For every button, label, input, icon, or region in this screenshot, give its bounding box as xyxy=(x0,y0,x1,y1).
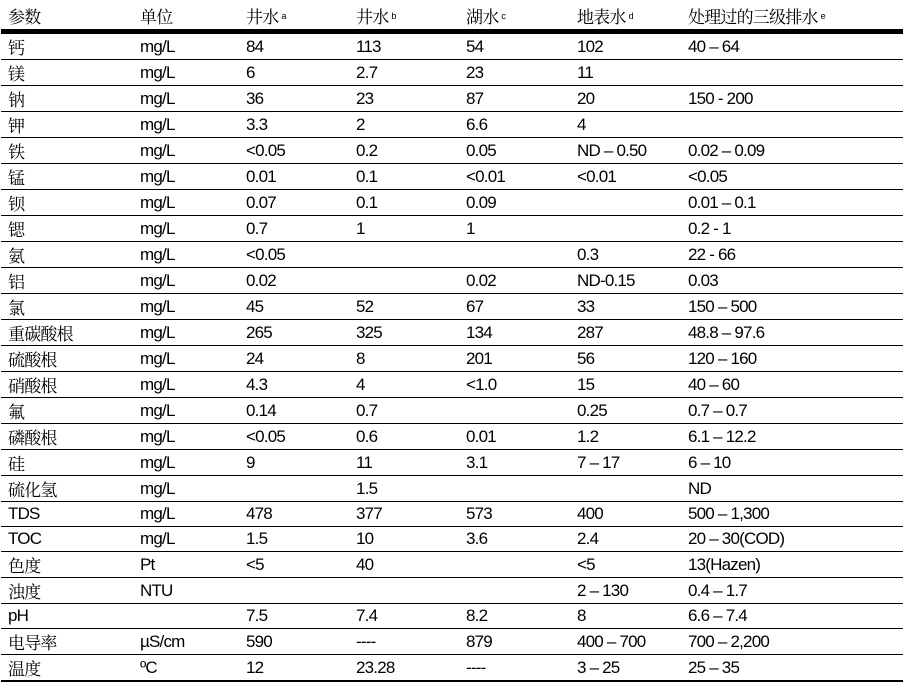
table-row xyxy=(1,138,903,164)
surface-water-cell: 0.25 xyxy=(570,398,681,424)
header-treated-tertiary-effluent: 处理过的三级排水 $^e$ xyxy=(681,1,903,32)
unit-cell: NTU xyxy=(133,578,239,604)
treated-effluent-cell: 48.8 – 97.6 xyxy=(681,320,903,346)
lake-water-cell: 0.09 xyxy=(459,190,570,216)
well-water-b-cell: 0.2 xyxy=(349,138,459,164)
table-row xyxy=(1,268,903,294)
well-water-b-cell: 0.1 xyxy=(349,164,459,190)
header-surface-water: 地表水 $^d$ xyxy=(570,1,681,32)
lake-water-cell xyxy=(459,578,570,604)
treated-effluent-cell: 22 - 66 xyxy=(681,242,903,268)
table-row xyxy=(1,320,903,346)
header-well-water-b: 井水 $^b$ xyxy=(349,1,459,32)
table-row xyxy=(1,60,903,86)
table-row xyxy=(1,190,903,216)
surface-water-cell xyxy=(570,190,681,216)
well-water-b-cell: 1 xyxy=(349,216,459,242)
lake-water-cell: 8.2 xyxy=(459,604,570,629)
well-water-b-cell: 8 xyxy=(349,346,459,372)
lake-water-cell: 3.1 xyxy=(459,450,570,476)
unit-cell: mg/L xyxy=(133,476,239,502)
unit-cell: mg/L xyxy=(133,372,239,398)
unit-cell: mg/L xyxy=(133,32,239,60)
table-row xyxy=(1,655,903,682)
parameter-cell: 钾 xyxy=(1,112,133,138)
treated-effluent-cell: 0.2 - 1 xyxy=(681,216,903,242)
treated-effluent-cell: 700 – 2,200 xyxy=(681,629,903,655)
table-row xyxy=(1,372,903,398)
treated-effluent-cell: 25 – 35 xyxy=(681,655,903,682)
well-water-a-cell: 24 xyxy=(239,346,349,372)
treated-effluent-cell: <0.05 xyxy=(681,164,903,190)
treated-effluent-cell: 500 – 1,300 xyxy=(681,502,903,527)
well-water-a-cell: <0.05 xyxy=(239,242,349,268)
table-row xyxy=(1,578,903,604)
treated-effluent-cell: 0.03 xyxy=(681,268,903,294)
well-water-a-cell: 12 xyxy=(239,655,349,682)
treated-effluent-cell: ND xyxy=(681,476,903,502)
surface-water-cell: 4 xyxy=(570,112,681,138)
well-water-b-cell: 10 xyxy=(349,527,459,552)
well-water-b-cell: 23 xyxy=(349,86,459,112)
well-water-a-cell: 590 xyxy=(239,629,349,655)
well-water-a-cell: 0.07 xyxy=(239,190,349,216)
lake-water-cell: 87 xyxy=(459,86,570,112)
unit-cell: mg/L xyxy=(133,86,239,112)
well-water-a-cell: 84 xyxy=(239,32,349,60)
table-body xyxy=(1,32,903,682)
treated-effluent-cell: 0.7 – 0.7 xyxy=(681,398,903,424)
parameter-cell: 浊度 xyxy=(1,578,133,604)
lake-water-cell: 3.6 xyxy=(459,527,570,552)
surface-water-cell: 102 xyxy=(570,32,681,60)
lake-water-cell: 0.01 xyxy=(459,424,570,450)
well-water-b-cell: 0.7 xyxy=(349,398,459,424)
parameter-cell: 钠 xyxy=(1,86,133,112)
table-row xyxy=(1,527,903,552)
parameter-cell: 锰 xyxy=(1,164,133,190)
header-well-water-a: 井水 $^a$ xyxy=(239,1,349,32)
lake-water-cell xyxy=(459,552,570,578)
table-row xyxy=(1,629,903,655)
well-water-a-cell: 7.5 xyxy=(239,604,349,629)
well-water-b-cell: 113 xyxy=(349,32,459,60)
well-water-a-cell: 9 xyxy=(239,450,349,476)
parameter-cell: 钡 xyxy=(1,190,133,216)
parameter-cell: 色度 xyxy=(1,552,133,578)
table-row xyxy=(1,294,903,320)
well-water-a-cell: 45 xyxy=(239,294,349,320)
unit-cell: mg/L xyxy=(133,294,239,320)
surface-water-cell: 400 – 700 xyxy=(570,629,681,655)
parameter-cell: 铝 xyxy=(1,268,133,294)
parameter-cell: pH xyxy=(1,604,133,629)
treated-effluent-cell: 150 - 200 xyxy=(681,86,903,112)
well-water-a-cell: 36 xyxy=(239,86,349,112)
header-row xyxy=(1,1,903,32)
parameter-cell: 氨 xyxy=(1,242,133,268)
surface-water-cell: ND-0.15 xyxy=(570,268,681,294)
well-water-b-cell: 0.6 xyxy=(349,424,459,450)
parameter-cell: 钙 xyxy=(1,32,133,60)
surface-water-cell: 20 xyxy=(570,86,681,112)
surface-water-cell: 15 xyxy=(570,372,681,398)
treated-effluent-cell: 13(Hazen) xyxy=(681,552,903,578)
parameter-cell: 磷酸根 xyxy=(1,424,133,450)
surface-water-cell xyxy=(570,216,681,242)
well-water-b-cell: 1.5 xyxy=(349,476,459,502)
table-row xyxy=(1,450,903,476)
well-water-a-cell: 478 xyxy=(239,502,349,527)
unit-cell: mg/L xyxy=(133,60,239,86)
lake-water-cell: ---- xyxy=(459,655,570,682)
well-water-b-cell xyxy=(349,268,459,294)
footnote-mark: e xyxy=(820,10,826,21)
lake-water-cell: 23 xyxy=(459,60,570,86)
table-row xyxy=(1,424,903,450)
well-water-a-cell: 4.3 xyxy=(239,372,349,398)
treated-effluent-cell: 0.4 – 1.7 xyxy=(681,578,903,604)
well-water-b-cell: 11 xyxy=(349,450,459,476)
lake-water-cell: <0.01 xyxy=(459,164,570,190)
well-water-a-cell xyxy=(239,578,349,604)
surface-water-cell: 400 xyxy=(570,502,681,527)
well-water-a-cell: 0.02 xyxy=(239,268,349,294)
treated-effluent-cell: 120 – 160 xyxy=(681,346,903,372)
table-row xyxy=(1,476,903,502)
surface-water-cell: 11 xyxy=(570,60,681,86)
well-water-b-cell: 4 xyxy=(349,372,459,398)
unit-cell: µS/cm xyxy=(133,629,239,655)
well-water-a-cell: <0.05 xyxy=(239,424,349,450)
treated-effluent-cell xyxy=(681,60,903,86)
well-water-b-cell: 7.4 xyxy=(349,604,459,629)
treated-effluent-cell: 20 – 30(COD) xyxy=(681,527,903,552)
lake-water-cell: 879 xyxy=(459,629,570,655)
lake-water-cell xyxy=(459,476,570,502)
surface-water-cell: <0.01 xyxy=(570,164,681,190)
table-row xyxy=(1,86,903,112)
table-row xyxy=(1,216,903,242)
header-unit: 单位 xyxy=(133,1,239,32)
treated-effluent-cell: 0.01 – 0.1 xyxy=(681,190,903,216)
unit-cell: mg/L xyxy=(133,527,239,552)
surface-water-cell: 7 – 17 xyxy=(570,450,681,476)
well-water-b-cell: 0.1 xyxy=(349,190,459,216)
parameter-cell: 电导率 xyxy=(1,629,133,655)
water-quality-table xyxy=(1,1,903,682)
lake-water-cell: 54 xyxy=(459,32,570,60)
well-water-b-cell: 377 xyxy=(349,502,459,527)
header-parameter: 参数 xyxy=(1,1,133,32)
unit-cell: mg/L xyxy=(133,450,239,476)
footnote-mark: c xyxy=(501,10,506,21)
surface-water-cell: 8 xyxy=(570,604,681,629)
footnote-mark: d xyxy=(628,10,634,21)
table-row xyxy=(1,398,903,424)
well-water-b-cell: 2 xyxy=(349,112,459,138)
parameter-cell: 氟 xyxy=(1,398,133,424)
surface-water-cell: 0.3 xyxy=(570,242,681,268)
surface-water-cell xyxy=(570,476,681,502)
well-water-b-cell: 23.28 xyxy=(349,655,459,682)
treated-effluent-cell xyxy=(681,112,903,138)
table-row xyxy=(1,346,903,372)
well-water-b-cell xyxy=(349,578,459,604)
unit-cell: mg/L xyxy=(133,216,239,242)
lake-water-cell: 573 xyxy=(459,502,570,527)
parameter-cell: 硅 xyxy=(1,450,133,476)
well-water-a-cell: 0.7 xyxy=(239,216,349,242)
unit-cell: mg/L xyxy=(133,164,239,190)
well-water-a-cell: 3.3 xyxy=(239,112,349,138)
well-water-a-cell: 1.5 xyxy=(239,527,349,552)
lake-water-cell: 201 xyxy=(459,346,570,372)
surface-water-cell: ND – 0.50 xyxy=(570,138,681,164)
unit-cell: mg/L xyxy=(133,320,239,346)
parameter-cell: 镁 xyxy=(1,60,133,86)
surface-water-cell: 287 xyxy=(570,320,681,346)
unit-cell: ºC xyxy=(133,655,239,682)
footnote-mark: b xyxy=(391,10,397,21)
unit-cell: Pt xyxy=(133,552,239,578)
unit-cell: mg/L xyxy=(133,346,239,372)
table-row xyxy=(1,552,903,578)
well-water-b-cell xyxy=(349,242,459,268)
surface-water-cell: <5 xyxy=(570,552,681,578)
table-row xyxy=(1,164,903,190)
parameter-cell: 硫化氢 xyxy=(1,476,133,502)
well-water-b-cell: ---- xyxy=(349,629,459,655)
parameter-cell: 锶 xyxy=(1,216,133,242)
unit-cell: mg/L xyxy=(133,242,239,268)
treated-effluent-cell: 40 – 64 xyxy=(681,32,903,60)
unit-cell: mg/L xyxy=(133,268,239,294)
treated-effluent-cell: 40 – 60 xyxy=(681,372,903,398)
lake-water-cell: 0.02 xyxy=(459,268,570,294)
well-water-b-cell: 325 xyxy=(349,320,459,346)
parameter-cell: TDS xyxy=(1,502,133,527)
parameter-cell: TOC xyxy=(1,527,133,552)
treated-effluent-cell: 6 – 10 xyxy=(681,450,903,476)
well-water-a-cell: <0.05 xyxy=(239,138,349,164)
surface-water-cell: 56 xyxy=(570,346,681,372)
well-water-b-cell: 52 xyxy=(349,294,459,320)
unit-cell: mg/L xyxy=(133,190,239,216)
parameter-cell: 硝酸根 xyxy=(1,372,133,398)
well-water-a-cell: <5 xyxy=(239,552,349,578)
treated-effluent-cell: 6.1 – 12.2 xyxy=(681,424,903,450)
parameter-cell: 氯 xyxy=(1,294,133,320)
lake-water-cell: 67 xyxy=(459,294,570,320)
unit-cell: mg/L xyxy=(133,398,239,424)
unit-cell: mg/L xyxy=(133,112,239,138)
well-water-a-cell: 265 xyxy=(239,320,349,346)
parameter-cell: 温度 xyxy=(1,655,133,682)
well-water-a-cell: 6 xyxy=(239,60,349,86)
table-row xyxy=(1,32,903,60)
unit-cell: mg/L xyxy=(133,424,239,450)
header-lake-water: 湖水 $^c$ xyxy=(459,1,570,32)
surface-water-cell: 2 – 130 xyxy=(570,578,681,604)
table-row xyxy=(1,112,903,138)
parameter-cell: 铁 xyxy=(1,138,133,164)
treated-effluent-cell: 6.6 – 7.4 xyxy=(681,604,903,629)
surface-water-cell: 3 – 25 xyxy=(570,655,681,682)
lake-water-cell xyxy=(459,242,570,268)
treated-effluent-cell: 150 – 500 xyxy=(681,294,903,320)
lake-water-cell: 0.05 xyxy=(459,138,570,164)
treated-effluent-cell: 0.02 – 0.09 xyxy=(681,138,903,164)
lake-water-cell: 134 xyxy=(459,320,570,346)
well-water-a-cell xyxy=(239,476,349,502)
surface-water-cell: 2.4 xyxy=(570,527,681,552)
lake-water-cell: 1 xyxy=(459,216,570,242)
well-water-b-cell: 2.7 xyxy=(349,60,459,86)
lake-water-cell xyxy=(459,398,570,424)
surface-water-cell: 33 xyxy=(570,294,681,320)
table-row xyxy=(1,242,903,268)
table-row xyxy=(1,604,903,629)
table-row xyxy=(1,502,903,527)
footnote-mark: a xyxy=(281,10,287,21)
lake-water-cell: 6.6 xyxy=(459,112,570,138)
well-water-a-cell: 0.14 xyxy=(239,398,349,424)
well-water-b-cell: 40 xyxy=(349,552,459,578)
well-water-a-cell: 0.01 xyxy=(239,164,349,190)
unit-cell: mg/L xyxy=(133,502,239,527)
surface-water-cell: 1.2 xyxy=(570,424,681,450)
parameter-cell: 硫酸根 xyxy=(1,346,133,372)
unit-cell xyxy=(133,604,239,629)
lake-water-cell: <1.0 xyxy=(459,372,570,398)
parameter-cell: 重碳酸根 xyxy=(1,320,133,346)
unit-cell: mg/L xyxy=(133,138,239,164)
